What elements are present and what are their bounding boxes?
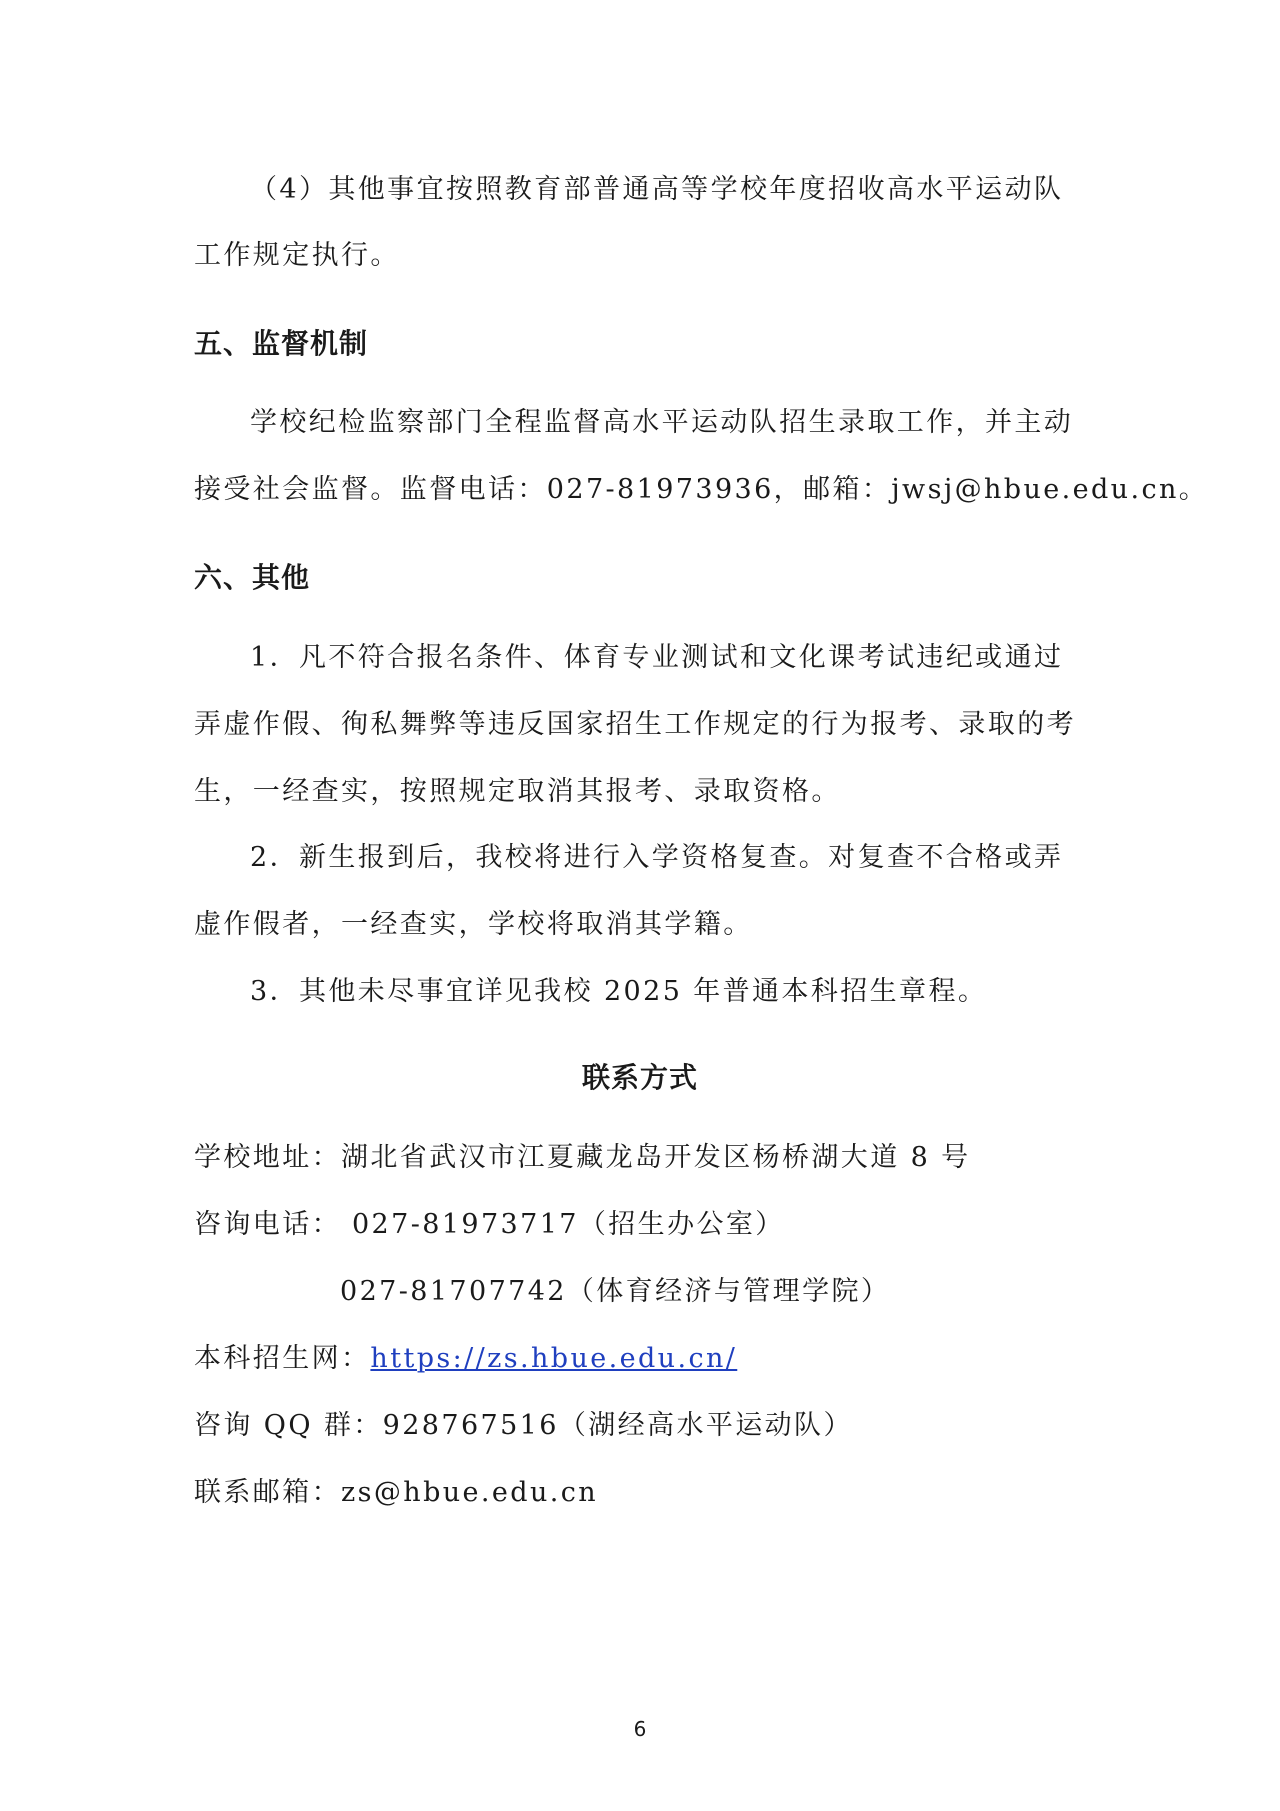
contact-phone-line-1: 咨询电话： 027-81973717（招生办公室） xyxy=(194,1209,785,1240)
page-number: 6 xyxy=(633,1717,647,1741)
section6-item1-line-1: 1．凡不符合报名条件、体育专业测试和文化课考试违纪或通过 xyxy=(250,642,1064,673)
section6-item2-line-2: 虚作假者，一经查实，学校将取消其学籍。 xyxy=(194,909,753,940)
section5-line-1: 学校纪检监察部门全程监督高水平运动队招生录取工作，并主动 xyxy=(250,407,1074,438)
contact-qq-line: 咨询 QQ 群：928767516（湖经高水平运动队） xyxy=(194,1410,853,1441)
contact-heading: 联系方式 xyxy=(581,1061,698,1094)
section5-heading: 五、监督机制 xyxy=(194,327,369,360)
contact-email-line: 联系邮箱：zs@hbue.edu.cn xyxy=(194,1477,599,1508)
section6-item1-line-3: 生，一经查实，按照规定取消其报考、录取资格。 xyxy=(194,776,841,807)
section5-line-2: 接受社会监督。监督电话：027-81973936，邮箱：jwsj@hbue.edu.cn。 xyxy=(194,474,1209,505)
contact-website-line xyxy=(194,1341,1094,1377)
contact-address: 学校地址：湖北省武汉市江夏藏龙岛开发区杨桥湖大道 8 号 xyxy=(194,1142,971,1173)
website-link[interactable]: https://zs.hbue.edu.cn/ xyxy=(370,1343,738,1374)
website-label: 本科招生网： xyxy=(194,1343,371,1374)
section6-item3-line-1: 3．其他未尽事宜详见我校 2025 年普通本科招生章程。 xyxy=(250,976,988,1007)
section4-line-1: （4）其他事宜按照教育部普通高等学校年度招收高水平运动队 xyxy=(250,174,1064,205)
section6-item1-line-2: 弄虚作假、徇私舞弊等违反国家招生工作规定的行为报考、录取的考 xyxy=(194,709,1076,740)
contact-phone-line-2: 027-81707742（体育经济与管理学院） xyxy=(340,1276,891,1307)
section6-heading: 六、其他 xyxy=(194,561,311,594)
section4-line-2: 工作规定执行。 xyxy=(194,240,400,271)
section6-item2-line-1: 2．新生报到后，我校将进行入学资格复查。对复查不合格或弄 xyxy=(250,842,1064,873)
